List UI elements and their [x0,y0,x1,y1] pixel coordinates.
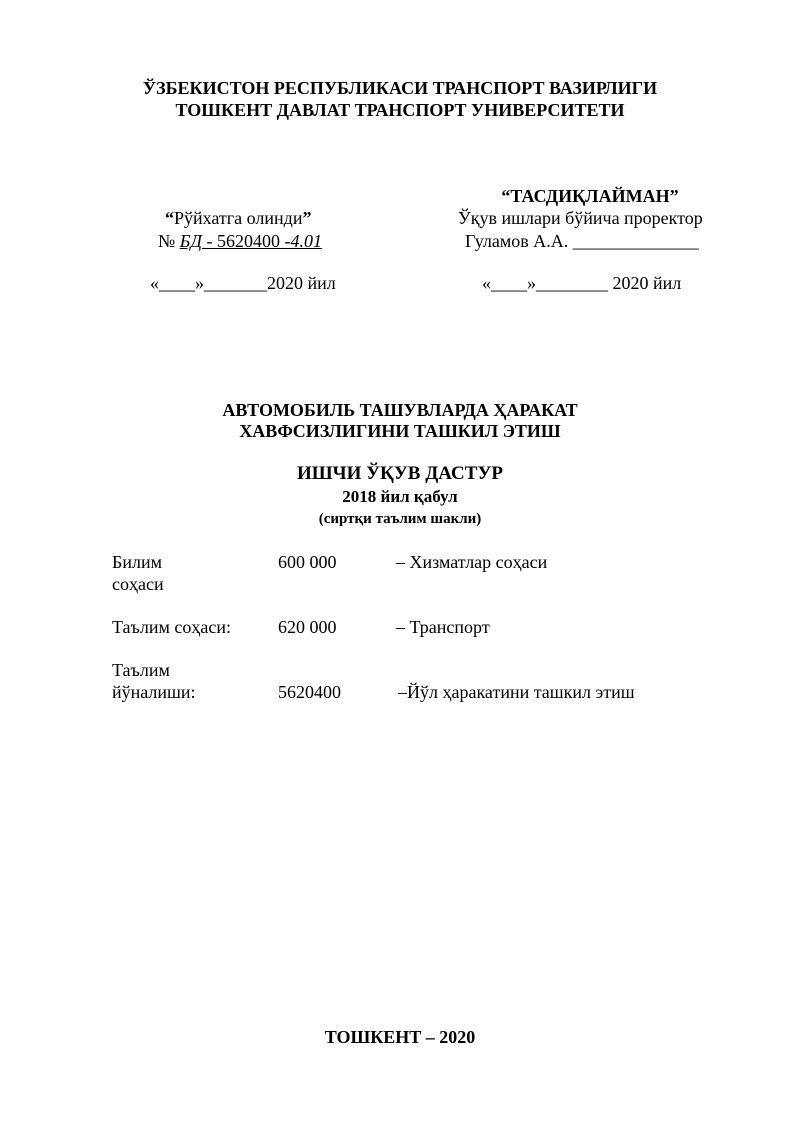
approval-title: “ТАСДИҚЛАЙМАН” [501,186,679,206]
footer-city-year: ТОШКЕНТ – 2020 [324,1027,476,1047]
subject-title-line2: ХАВФСИЗЛИГИНИ ТАШКИЛ ЭТИШ [239,421,561,441]
registration-number [158,230,322,252]
field-label-knowledge-line2: соҳаси [112,574,164,594]
program-title: ИШЧИ ЎҚУВ ДАСТУР [297,463,503,484]
ministry-title: ЎЗБЕКИСТОН РЕСПУБЛИКАСИ ТРАНСПОРТ ВАЗИРЛИГИ [142,78,658,98]
registration-date: «____»_______2020 йил [150,273,336,293]
program-form: (сиртқи таълим шакли) [318,511,482,527]
field-code-direction: 5620400 [278,682,341,702]
registration-number-value: 5620400 - [216,231,291,251]
field-label-education: Таълим соҳаси: [112,617,231,637]
approval-name: Гуламов А.А. ______________ [465,231,699,251]
approval-date: «____»________ 2020 йил [482,273,682,293]
program-year: 2018 йил қабул [342,487,458,506]
registration-number-code: БД [179,231,202,251]
field-label-direction-line2: йўналиши: [112,682,196,702]
field-value-direction: –Йўл ҳаракатини ташкил этиш [398,682,635,702]
subject-title-line1: АВТОМОБИЛЬ ТАШУВЛАРДА ҲАРАКАТ [222,400,578,420]
registration-number-prefix: № [158,231,180,251]
approval-position: Ўқув ишлари бўйича проректор [458,208,703,228]
field-value-education: – Транспорт [396,617,490,637]
registration-number-suffix: 4.01 [290,231,322,251]
field-code-knowledge: 600 000 [278,552,337,572]
field-label-direction-line1: Таълим [112,660,170,680]
field-code-education: 620 000 [278,617,337,637]
registration-quote-close: ” [302,208,312,228]
registration-number-dash: - [201,231,217,251]
registration-title-text: Рўйхатга олинди [174,208,303,228]
registration-quote-open: “ [165,208,174,228]
registration-title [165,207,311,229]
university-title: ТОШКЕНТ ДАВЛАТ ТРАНСПОРТ УНИВЕРСИТЕТИ [175,100,625,120]
field-label-knowledge-line1: Билим [112,552,162,572]
field-value-knowledge: – Хизматлар соҳаси [396,552,548,572]
